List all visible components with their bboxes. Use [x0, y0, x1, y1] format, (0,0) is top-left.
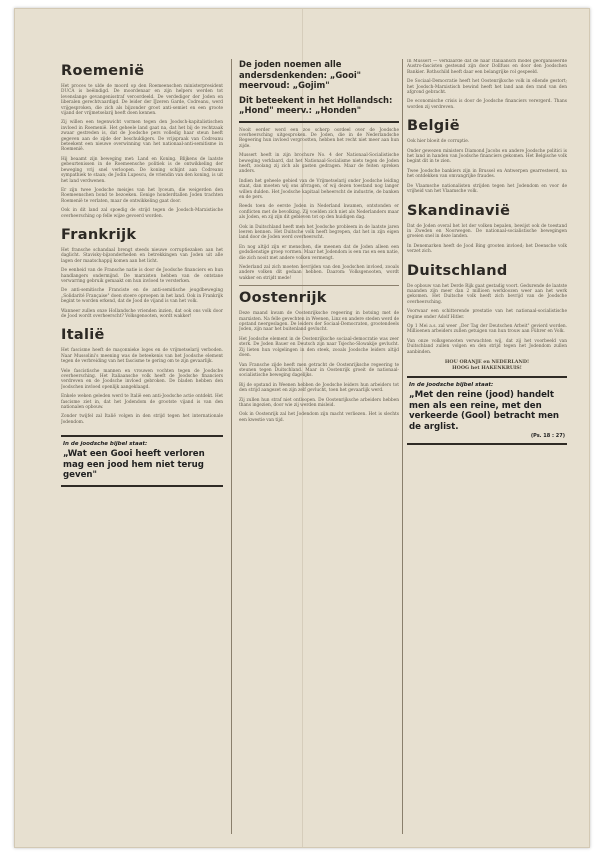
paragraph: Zij zullen hun straf niet ontloopen. De Oostenrijksche arbeiders hebben thans ingezien, door wie zij werden misleid. — [239, 397, 399, 408]
paragraph: Zonder twijfel zal Italië volgen in den strijd tegen het internationale Jodendom. — [61, 414, 223, 425]
paragraph: Dat de Joden overal het lot der volken bepalen, bewijst ook de toestand in Zweden en Noorwegen. De nationaal-socialistische bewegingen groeien snel in deze landen. — [407, 223, 567, 240]
heading-oostenrijk: Oostenrijk — [239, 290, 327, 307]
quote-label: In de joodsche bijbel staat: — [63, 441, 148, 448]
heading-roemenie: Roemenië — [61, 63, 145, 79]
column-right — [407, 59, 567, 834]
paragraph: De eenheid van de Fransche natie is door de Joodsche financiers en hun handlangers ondermijnd. De marxisten hebben van de ontstane verwarring gebruik gemaakt om hun invloed te versterken. — [61, 268, 223, 284]
paragraph: Op 1 Mei a.s. zal weer „Der Tag der Deutschen Arbeit" gevierd worden. Millioenen arbeiders zullen getuigen van hun trouw aan Führer en Volk. — [407, 323, 567, 335]
definition-line-2: Dit beteekent in het Hollandsch: „Hond" meerv.: „Honden" — [239, 94, 393, 115]
paragraph: Wanneer zullen onze Hollandsche vrienden inzien, dat ook ons volk door de Jood wordt overheerscht? Volksgenooten, wordt wakker! — [61, 308, 223, 319]
paragraph: Twee Joodsche bankiers zijn in Brussel en Antwerpen gearresteerd, na het ontdekken van omvangrijke fraudes. — [407, 168, 567, 180]
quote-text: „Wat een Gooi heeft verloren mag een jood hem niet terug geven" — [63, 449, 205, 481]
quote-reference: (Ps. 18 : 27) — [530, 433, 565, 439]
paragraph: Zij willen een tegenwicht vormen tegen den Joodsch-kapitalistischen invloed in Roemenië. Het geheele land gaat na, dat het bij de rechtzaak zwaar gestreden is, dat de Joodsche pers volledig haar steun heeft gegeven aan de zijde der beschuldigers. De vrijspraak van Codreanu beteekent een nieuwe overwinning van het nationaal-anti-semitisme in Roemenië. — [61, 120, 223, 153]
paragraph: Indien het geheele gebied van de Vrijmetselarij onder Joodsche leiding staat, dan moeten wij ons afvragen, of wij dezen toestand nog langer willen dulden. Het Joodsche kapitaal beheerscht de industrie, de banken en de pers. — [239, 178, 399, 200]
paragraph: Bij de opstand in Weenen hebben de Joodsche leiders hun arbeiders tot den strijd aangezet en zijn zelf gevlucht, toen het gevaarlijk werd. — [239, 382, 399, 394]
paragraph: Enkele weken geleden werd te Italië een anti-Joodsche actie ontdekt. Het fascisme ziet in, dat het Jodendom de grootste vijand is van den nationalen opbouw. — [61, 394, 223, 411]
quote-label: In de joodsche bijbel staat: — [409, 382, 494, 388]
paragraph: De anti-semitische Franciste en de anti-semitische jeugdbeweging „Solidarité Française" doen stoere oproepen in het land. Ook in Frankrijk begint te worden erkend, dat de Jood de vijand is van het volk. — [61, 288, 223, 305]
paragraph: De Sociaal-Democratie heeft het Oostenrijksche volk in ellende gestort; het Joodsch-Marxistisch bewind heeft het land aan den rand van den afgrond gebracht. — [407, 79, 567, 96]
paragraph: In Denemarken heeft de Jood Bing grooten invloed; het Deensche volk verzet zich. — [407, 243, 567, 255]
paragraph: Mussert heeft in zijn brochure No. 4 der Nationaal-Socialistische beweging verklaard, dat het Nationaal-Socialisme niets tegen de Joden heeft, zoolang zij zich als gasten gedragen. Maar de feiten spreken anders. — [239, 153, 399, 175]
paragraph: Het Joodsche element in de Oostenrijksche sociaal-democratie was zeer sterk. De Joden Bauer en Deutsch zijn naar Tsjecho-Slowakije gevlucht. Zij lieten hun volgelingen in den steek, zooals Joodsche leiders altijd doen. — [239, 336, 399, 359]
closing-slogan: HOU ORANJE en NEDERLAND! HOOG het HAKENKRUIS! — [444, 359, 530, 371]
paragraph: Het proces te ulde de moord op den Roemeenschen ministerpresident DUCA is beëindigd. De moordenaar en zijn helpers werden tot levenslange gevangenisstraf veroordeeld. De verdediger der Joden en liberalen gerechtvaardigd. De leider der IJzeren Garde, Codreanu, werd vrijgesproken, die zich als bijzonder groot anti-semiet en een groote vijand der vrijmetselarij heeft doen kennen. — [61, 84, 223, 117]
paragraph: Het fransche schandaal brengt steeds nieuwe corruptiezaken aan het daglicht. Stavisky-bijzonderheden en betrekkingen van Joden uit alle lagen der maatschappij komen aan het licht. — [61, 247, 223, 264]
column-middle — [239, 59, 399, 834]
column-left — [61, 59, 223, 834]
column-rule — [402, 59, 403, 834]
quote-text: „Met den reine (jood) handelt men als een reine, met den verkeerde (Gool) betracht men de arglist. — [409, 390, 560, 432]
paragraph: En nog altijd zijn er menschen, die meenen dat de Joden alleen een godsdienstige groep vormen. Maar het Jodendom is een ras en een natie, die zich nooit met andere volken vermengt. — [239, 244, 399, 261]
divider — [239, 285, 399, 286]
paragraph: Deze maand kwam de Oostenrijksche regeering in botsing met de marxisten. Na felle gevechten in Weenen, Linz en andere steden werd de opstand neergeslagen. De leiders der Sociaal-Democraten, grootendeels Joden, zijn naar het buitenland gevlucht. — [239, 311, 399, 333]
paragraph: De economische crisis is door de Joodsche financiers verergerd. Thans worden zij verdreven. — [407, 99, 567, 110]
paragraph: In Mussert — verklaarde dat de naar Italiaansch model georganiseerde Austro-fascisten gesteund zijn door Dollfuss en door den Joodschen Bankier. Rothschild heeft daar een belangrijke rol gespeeld. — [407, 59, 567, 75]
paragraph: De Vlaamsche nationalisten strijden tegen het Jodendom en voor de vrijheid van het Vlaamsche volk. — [407, 183, 567, 195]
definition-line-1: De joden noemen alle andersdenkenden: „Gooi" meervoud: „Gojim" — [239, 59, 362, 90]
paragraph: Hij beaamt zijn beweging met: Land en Koning. Blijkens de laatste gebeurtenissen in de Roemeensche politiek is de ontwikkeling der beweging vrij snel verloopen. De koning schijnt aan Codreanu sympathiek te staan; de Jodin Lupescu, de vriendin van den koning, is uit het land verdwenen. — [61, 156, 223, 184]
bible-quote-box-right — [407, 376, 567, 445]
paragraph: Nooit eerder werd een zoo scherp oordeel over de Joodsche overheersching uitgesproken. De Joden, die in de Nederlandsche Regeering hun invloed vergrootten, hebben het recht niet meer aan hun zijde. — [239, 127, 399, 149]
heading-belgie: België — [407, 118, 460, 135]
heading-italie: Italië — [61, 327, 105, 344]
paragraph: Ook in dit land zal spoedig de strijd tegen de Joodsch-Marxistische overheersching op felle wijze gevoerd worden. — [61, 208, 223, 219]
heading-skandinavie: Skandinavië — [407, 202, 511, 219]
gooi-definition-box — [239, 59, 399, 123]
paragraph: Nederland zal zich moeten bevrijden van den Joodschen invloed, zooals andere volken dit gedaan hebben. Daarom: Volksgenooten, wordt wakker en strijdt mede! — [239, 265, 399, 281]
paragraph: Van onze volksgenooten verwachten wij, dat zij het voorbeeld van Duitschland zullen volgen en den strijd tegen het Jodendom zullen aanbinden. — [407, 338, 567, 355]
paragraph: De opbouw van het Derde Rijk gaat gestadig voort. Gedurende de laatste maanden zijn meer dan 2 millioen werkloozen weer aan het werk gekomen. Het Duitsche volk heeft zich bevrijd van de Joodsche overheersching. — [407, 283, 567, 305]
bible-quote-box-left — [61, 435, 223, 487]
paragraph: Het fascisme heeft de maçonnieke loges en de vrijmetselarij verboden. Naar Mussolini's meening was de beteekenis van het Joodsche element tegen de verbreiding van het fascisme te gering om te zijn gevaarlijk. — [61, 348, 223, 365]
paragraph: Ook in Oostenrijk zal het Jodendom zijn macht verliezen. Het is slechts een kwestie van tijd. — [239, 412, 399, 423]
paragraph: Vele fascistische mannen en vrouwen vochten tegen de Joodsche overheersching. Het Italiaansche volk heeft de Joodsche financiers verdreven en de Joodsche invloed gebroken. De bladen hebben den Joodschen invloed openlijk aangeklaagd. — [61, 368, 223, 390]
paragraph: Voorwaar een schitterende prestatie van het nationaal-socialistische regime onder Adolf Hitler. — [407, 309, 567, 320]
newspaper-page — [14, 8, 590, 848]
paragraph: Ook in Duitschland heeft men het Joodsche probleem in de laatste jaren leeren kennen. Het Duitsche volk heeft begrepen, dat het in zijn eigen land door de Joden werd overheerscht. — [239, 224, 399, 241]
heading-duitschland: Duitschland — [407, 262, 508, 279]
paragraph: Van Fransche zijde heeft men getracht de Oostenrijksche regeering te steunen tegen Duitschland. Maar in Oostenrijk groeit de nationaal-socialistische beweging dagelijks. — [239, 362, 399, 379]
paragraph: Reeds toen de eerste Joden in Nederland kwamen, ontstonden er conflicten met de bevolking. Zij voelden zich niet als Nederlanders maar als Joden, en zij zijn dit gebleven tot op den huidigen dag. — [239, 204, 399, 221]
paragraph: Ook hier bloeit de corruptie. — [407, 139, 470, 145]
paragraph: Onder gewezen ministers Diamond Jacobs en andere Joodsche politici is het land in handen van Joodsche financiers gekomen. Het Belgische volk begint dit in te zien. — [407, 148, 567, 165]
heading-frankrijk: Frankrijk — [61, 226, 137, 243]
column-rule — [231, 59, 232, 834]
paragraph: Er zijn twee Joodsche meisjes van het lyceum, die weigerden den Roemeenschen bond te bezoeken. Eenige honderdtallen Joden trachten Roemenië te verlaten, maar de ontwikkeling gaat door. — [61, 187, 223, 204]
